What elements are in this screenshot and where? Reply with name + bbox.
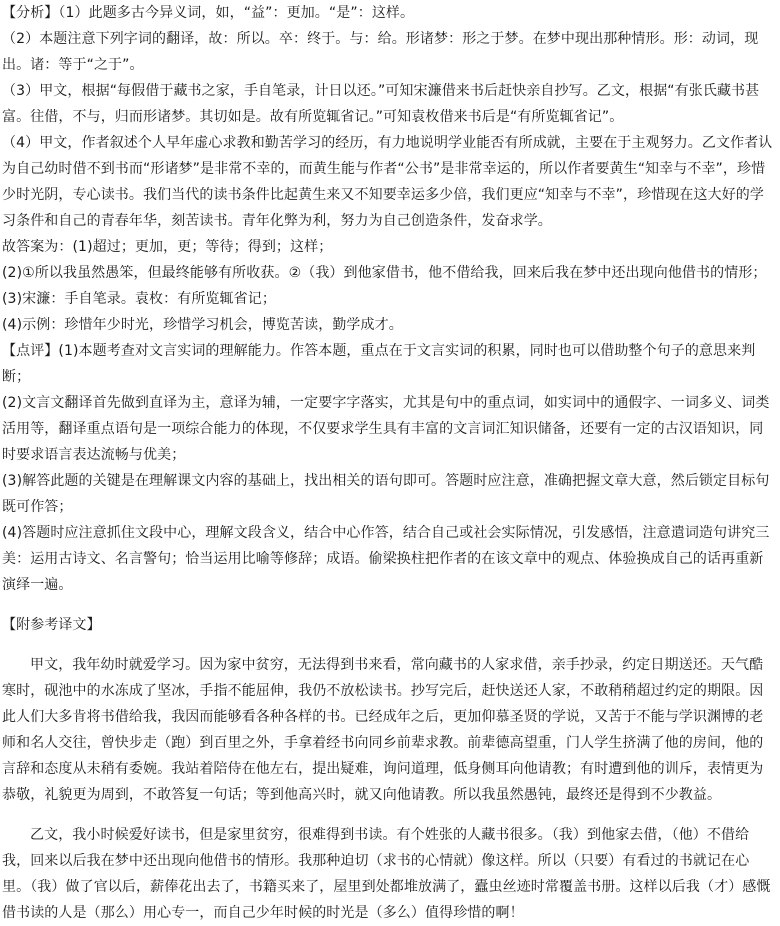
answer-3: (3)宋濂：手自笔录。袁枚：有所览辄省记；: [2, 291, 276, 307]
analysis-paragraph-1: 【分析】（1）此题多古今异义词，如，“益”：更加。“是”：这样。: [2, 5, 415, 21]
section-spacer: [2, 598, 774, 612]
comment-2: (2)文言文翻译首先做到直译为主，意译为辅，一定要字字落实，尤其是句中的重点词，如实词中的通假字、一词多义、词类活用等，翻译重点语句是一项综合能力的体现，不仅要求学生具有丰富的文言词汇知识储备，还要有一定的古汉语知识，同时要求语言表达流畅与优美；: [2, 395, 770, 463]
section-spacer: [2, 638, 774, 652]
translation-yi: 乙文，我小时候爱好读书，但是家里贫穷，很难得到书读。有个姓张的人藏书很多。（我）到他家去借，（他）不借给我，回来以后我在梦中还出现向他借书的情形。我那种迫切（求书的心情就）像这样。所以（只要）有看过的书就记在心里。（我）做了官以后，薪俸花出去了，书籍买来了，屋里到处都堆放满了，蠹虫丝迹时常覆盖书册。这样以后我（才）感慨借书读的人是（那么）用心专一，而自己少年时候的时光是（多么）值得珍惜的啊！: [2, 827, 771, 921]
answer-4: (4)示例：珍惜年少时光，珍惜学习机会，博览苦读，勤学成才。: [2, 317, 403, 333]
analysis-paragraph-3: （3）甲文，根据“每假借于藏书之家，手自笔录，计日以还。”可知宋濂借来书后赶快亲自抄写。乙文，根据“有张氏藏书甚富。往借，不与，归而形诸梦。其切如是。故有所览辄省记。”可知袁枚借来书后是“有所览辄省记”。: [2, 83, 760, 125]
analysis-paragraph-4: （4）甲文，作者叙述个人早年虚心求教和勤苦学习的经历，有力地说明学业能否有所成就，主要在于主观努力。乙文作者认为自己幼时借不到书而“形诸梦”是非常不幸的，而黄生能与作者“公书”是非常幸运的，所以作者要黄生“知幸与不幸”，珍惜少时光阴，专心读书。我们当代的读书条件比起黄生来又不知要幸运多少倍，我们更应“知幸与不幸”，珍惜现在这大好的学习条件和自己的青春年华，刻苦读书。青年化弊为利，努力为自己创造条件，发奋求学。: [2, 135, 773, 229]
translation-jia: 甲文，我年幼时就爱学习。因为家中贫穷，无法得到书来看，常向藏书的人家求借，亲手抄录，约定日期送还。天气酷寒时，砚池中的水冻成了坚冰，手指不能屈伸，我仍不放松读书。抄写完后，赶快送还人家，不敢稍稍超过约定的期限。因此人们大多肯将书借给我，我因而能够看各种各样的书。已经成年之后，更加仰慕圣贤的学说，又苦于不能与学识渊博的老师和名人交往，曾快步走（跑）到百里之外，手拿着经书向同乡前辈求教。前辈德高望重，门人学生挤满了他的房间，他的言辞和态度从未稍有委婉。我站着陪侍在他左右，提出疑难，询问道理，低身侧耳向他请教；有时遭到他的训斥，表情更为恭敬，礼貌更为周到，不敢答复一句话；等到他高兴时，就又向他请教。所以我虽然愚钝，最终还是得到不少教益。: [2, 657, 764, 803]
answer-intro: 故答案为：(1)超过；更加，更；等待；得到；这样；: [2, 239, 333, 255]
comment-1: 【点评】(1)本题考查对文言实词的理解能力。作答本题，重点在于文言实词的积累，同时也可以借助整个句子的意思来判断；: [2, 343, 756, 385]
translation-header: 【附参考译文】: [2, 617, 101, 633]
comment-4: (4)答题时应注意抓住文段中心，理解文段含义，结合中心作答，结合自己或社会实际情况，引发感悟，注意遣词造句讲究三美：运用古诗文、名言警句；恰当运用比喻等修辞；成语。偷梁换柱把作者的在该文章中的观点、体验换成自己的话再重新演绎一遍。: [2, 525, 770, 593]
answer-2: (2)①所以我虽然愚笨，但最终能够有所收获。②（我）到他家借书，他不借给我，回来后我在梦中还出现向他借书的情形；: [2, 265, 767, 281]
comment-3: (3)解答此题的关键是在理解课文内容的基础上，找出相关的语句即可。答题时应注意，准确把握文章大意，然后锁定目标句既可作答；: [2, 473, 770, 515]
document-body: [2, 0, 774, 926]
analysis-paragraph-2: （2）本题注意下列字词的翻译，故：所以。卒：终于。与：给。形诸梦：形之于梦。在梦中现出那种情形。形：动词，现出。诸：等于“之于”。: [2, 31, 759, 73]
section-spacer: [2, 808, 774, 822]
